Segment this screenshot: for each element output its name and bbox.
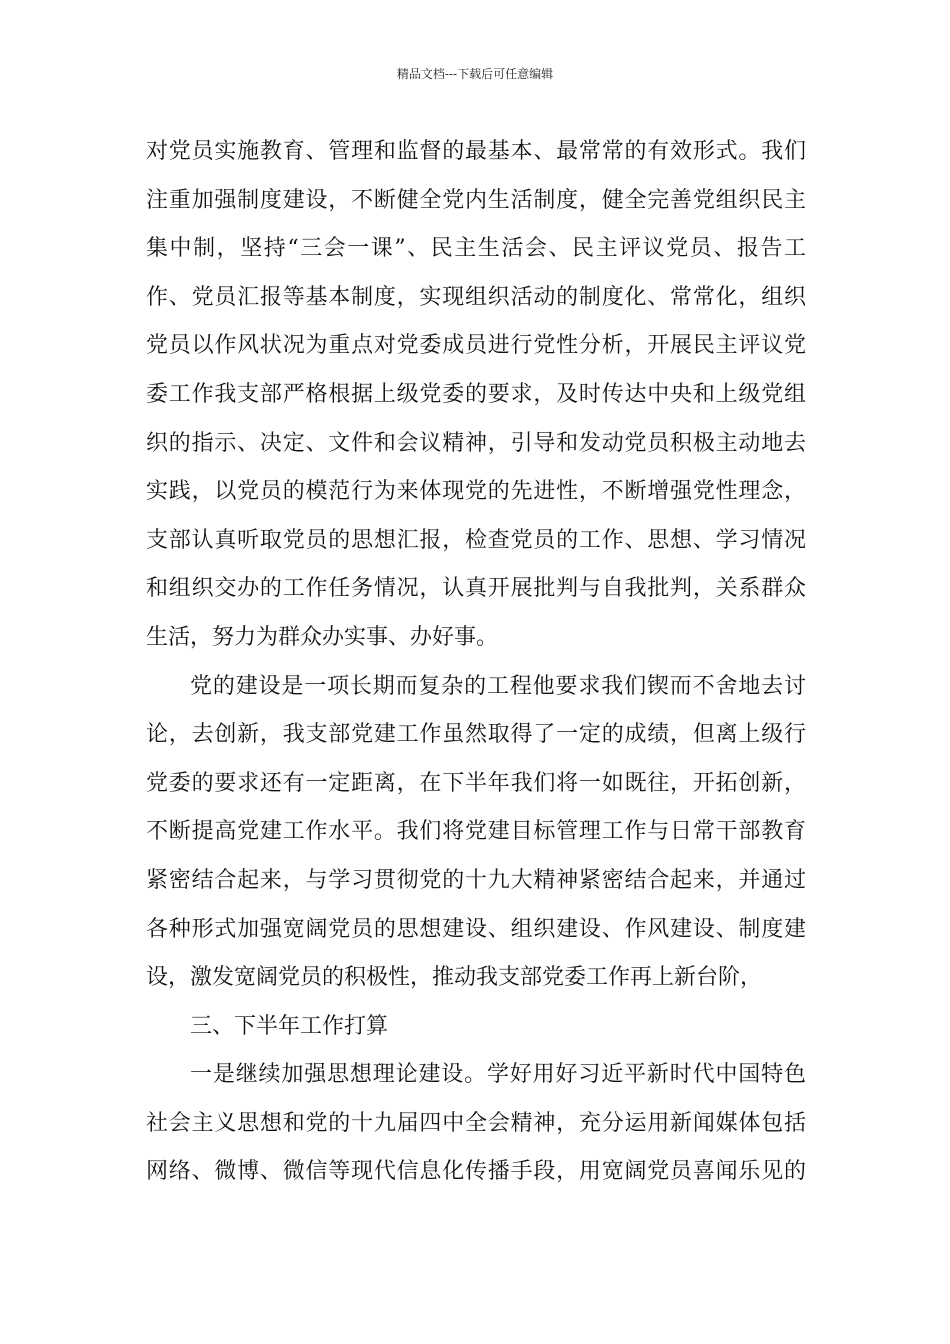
body-text-line: 各种形式加强宽阔党员的思想建设、组织建设、作风建设、制度建 (146, 916, 806, 942)
body-text-line: 论，去创新，我支部党建工作虽然取得了一定的成绩，但离上级行 (146, 722, 806, 748)
body-text-line: 生活，努力为群众办实事、办好事。 (146, 624, 499, 650)
body-text-line: 支部认真听取党员的思想汇报，检查党员的工作、思想、学习情况 (146, 527, 806, 553)
body-text-line: 集中制，坚持“三会一课”、民主生活会、民主评议党员、报告工 (146, 236, 806, 262)
body-text-line: 社会主义思想和党的十九届四中全会精神，充分运用新闻媒体包括 (146, 1110, 806, 1136)
body-text-line: 委工作我支部严格根据上级党委的要求，及时传达中央和上级党组 (146, 381, 806, 407)
body-text-line: 注重加强制度建设，不断健全党内生活制度，健全完善党组织民主 (146, 187, 806, 213)
body-text-line: 对党员实施教育、管理和监督的最基本、最常常的有效形式。我们 (146, 139, 806, 164)
body-text-line: 紧密结合起来，与学习贯彻党的十九大精神紧密结合起来，并通过 (146, 867, 806, 893)
body-text-line: 三、下半年工作打算 (190, 1013, 389, 1039)
body-text-line: 党的建设是一项长期而复杂的工程他要求我们锲而不舍地去讨 (190, 673, 806, 699)
body-text-line: 实践，以党员的模范行为来体现党的先进性，不断增强党性理念， (146, 479, 806, 505)
body-text-line: 不断提高党建工作水平。我们将党建目标管理工作与日常干部教育 (146, 819, 806, 845)
body-text-line: 设，激发宽阔党员的积极性，推动我支部党委工作再上新台阶， (146, 965, 763, 991)
body-text-line: 一是继续加强思想理论建设。学好用好习近平新时代中国特色 (190, 1062, 806, 1088)
page-header: 精品文档---下载后可任意编辑 (396, 67, 554, 81)
body-text-line: 党员以作风状况为重点对党委成员进行党性分析，开展民主评议党 (146, 333, 806, 359)
body-text-line: 和组织交办的工作任务情况，认真开展批判与自我批判，关系群众 (146, 576, 806, 602)
body-text-line: 网络、微博、微信等现代信息化传播手段，用宽阔党员喜闻乐见的 (146, 1159, 806, 1185)
body-text-line: 作、党员汇报等基本制度，实现组织活动的制度化、常常化，组织 (146, 284, 806, 310)
body-text-line: 织的指示、决定、文件和会议精神，引导和发动党员积极主动地去 (146, 430, 806, 456)
body-text-line: 党委的要求还有一定距离，在下半年我们将一如既往，开拓创新， (146, 770, 806, 796)
document-body (146, 128, 806, 1197)
